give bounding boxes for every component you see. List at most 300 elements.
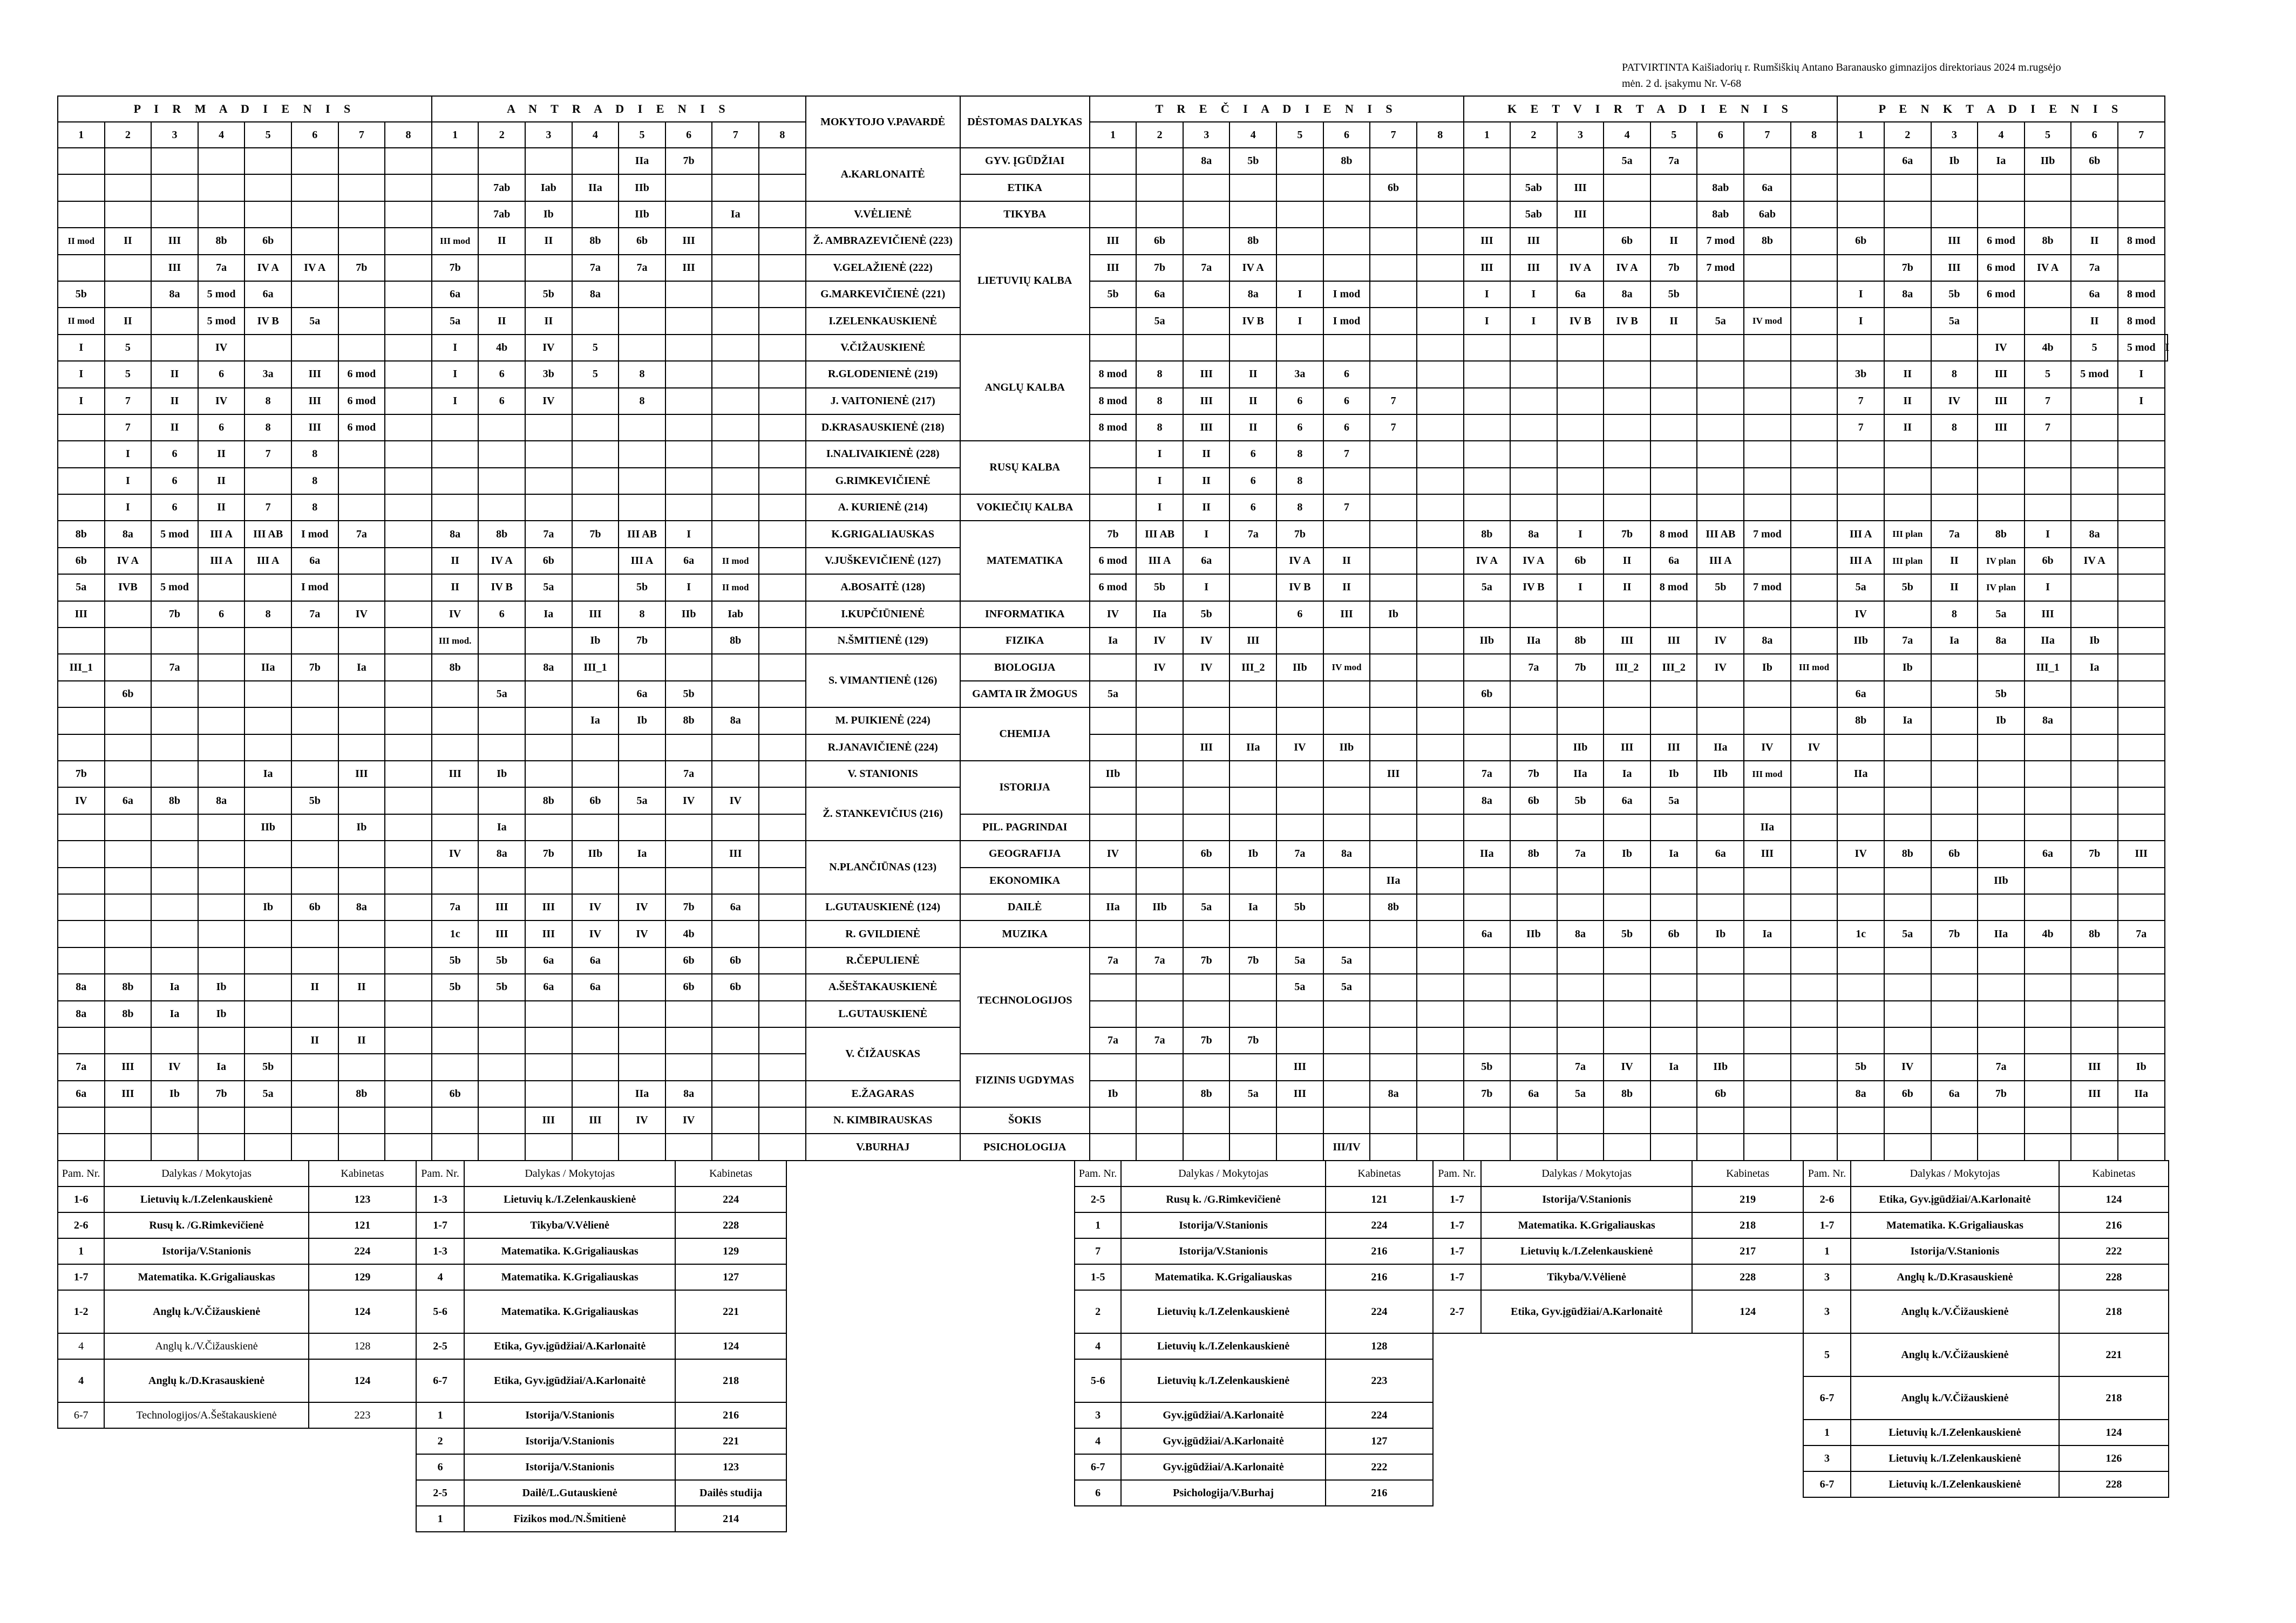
- teacher-name: M. PUIKIENĖ (224): [806, 707, 960, 734]
- lesson-cell: 8: [244, 388, 291, 414]
- lesson-cell: [1370, 308, 1417, 334]
- lesson-cell: [2118, 868, 2165, 894]
- lesson-cell: [2071, 494, 2118, 521]
- lesson-cell: [1791, 361, 1838, 387]
- lesson-cell: [665, 361, 712, 387]
- lesson-cell: [385, 494, 432, 521]
- lesson-cell: [1510, 148, 1557, 174]
- lesson-cell: [1744, 1134, 1791, 1160]
- lesson-cell: [1229, 335, 1276, 361]
- lesson-cell: 5a: [1604, 148, 1650, 174]
- lesson-cell: [1229, 681, 1276, 707]
- period-number: 6: [1323, 122, 1370, 148]
- lesson-cell: [1791, 1054, 1838, 1080]
- lesson-cell: Ib: [1744, 654, 1791, 680]
- lesson-cell: [478, 734, 525, 761]
- lesson-cell: [338, 841, 385, 867]
- lesson-cell: 5a: [1464, 574, 1511, 601]
- lesson-cell: 6a: [525, 974, 572, 1000]
- lesson-cell: [244, 628, 291, 654]
- lesson-cell: 5a: [1931, 308, 1978, 334]
- period-number: 5: [1276, 122, 1323, 148]
- lesson-cell: [619, 1027, 665, 1054]
- lesson-cell: [2118, 814, 2165, 841]
- lesson-cell: III: [1978, 388, 2025, 414]
- lesson-cell: 8 mod: [1650, 521, 1697, 547]
- subject-name: PSICHOLOGIJA: [960, 1134, 1090, 1160]
- lesson-cell: [1884, 468, 1931, 494]
- lesson-cell: [1229, 1134, 1276, 1160]
- legend-room: 221: [675, 1290, 786, 1333]
- legend-subject: Rusų k. /G.Rimkevičienė: [1121, 1186, 1325, 1212]
- legend-room-header: Kabinetas: [1692, 1161, 1803, 1186]
- lesson-cell: [478, 1134, 525, 1160]
- legend-subject: Matematika. K.Grigaliauskas: [104, 1264, 308, 1290]
- lesson-cell: II mod: [712, 548, 759, 574]
- lesson-cell: 6: [1323, 388, 1370, 414]
- lesson-cell: [1744, 548, 1791, 574]
- lesson-cell: 7a: [1183, 255, 1230, 281]
- legend-row: [1803, 1290, 2169, 1333]
- lesson-cell: [2118, 654, 2165, 680]
- lesson-cell: [759, 335, 806, 361]
- lesson-cell: [198, 1107, 245, 1134]
- lesson-cell: 6a: [291, 548, 338, 574]
- lesson-cell: [1604, 414, 1650, 441]
- lesson-cell: [1604, 388, 1650, 414]
- legend-subject: Etika, Gyv.įgūdžiai/A.Karlonaitė: [1481, 1290, 1692, 1333]
- lesson-cell: [58, 707, 105, 734]
- lesson-cell: [338, 787, 385, 814]
- lesson-cell: Ib: [1697, 920, 1744, 947]
- period-number: 2: [105, 122, 152, 148]
- lesson-cell: I: [1276, 281, 1323, 308]
- lesson-cell: IV: [432, 841, 479, 867]
- lesson-cell: [1557, 361, 1604, 387]
- legend-room: 124: [675, 1333, 786, 1359]
- lesson-cell: [525, 761, 572, 787]
- lesson-cell: [1744, 1054, 1791, 1080]
- lesson-cell: [1090, 1001, 1137, 1027]
- lesson-cell: IV: [1604, 1054, 1650, 1080]
- legend-row: [58, 1238, 416, 1264]
- lesson-cell: 8a: [1978, 628, 2025, 654]
- lesson-cell: 7b: [1183, 947, 1230, 974]
- lesson-cell: [291, 814, 338, 841]
- lesson-cell: 7b: [1183, 1027, 1230, 1054]
- lesson-cell: [1323, 628, 1370, 654]
- lesson-cell: [1510, 974, 1557, 1000]
- lesson-cell: 5 mod: [151, 521, 198, 547]
- legend-nr: 6-7: [1075, 1454, 1121, 1480]
- lesson-cell: IV: [619, 894, 665, 920]
- lesson-cell: [1931, 1027, 1978, 1054]
- lesson-cell: [1744, 974, 1791, 1000]
- lesson-cell: III mod: [432, 228, 479, 254]
- lesson-cell: 8b: [1323, 148, 1370, 174]
- lesson-cell: [1136, 761, 1183, 787]
- lesson-cell: [619, 441, 665, 467]
- period-number: 6: [291, 122, 338, 148]
- lesson-cell: 7b: [1978, 1081, 2025, 1107]
- lesson-cell: [712, 734, 759, 761]
- lesson-cell: Ia: [1884, 707, 1931, 734]
- lesson-cell: [1884, 974, 1931, 1000]
- teacher-name: Ž. STANKEVIČIUS (216): [806, 787, 960, 841]
- legend-row: [1075, 1290, 1433, 1333]
- lesson-cell: [572, 761, 619, 787]
- lesson-cell: [2071, 947, 2118, 974]
- lesson-cell: [2071, 388, 2118, 414]
- lesson-cell: [1650, 414, 1697, 441]
- legend-nr: 5-6: [416, 1290, 464, 1333]
- lesson-cell: 5b: [1650, 281, 1697, 308]
- lesson-cell: III: [1650, 734, 1697, 761]
- lesson-cell: [1090, 920, 1137, 947]
- lesson-cell: [291, 947, 338, 974]
- lesson-cell: 8a: [432, 521, 479, 547]
- lesson-cell: 3b: [1837, 361, 1884, 387]
- period-number: 7: [712, 122, 759, 148]
- lesson-cell: 5 mod: [198, 281, 245, 308]
- legend-row: [1433, 1238, 1803, 1264]
- schedule-row: [58, 787, 2168, 814]
- lesson-cell: [151, 308, 198, 334]
- lesson-cell: [1884, 308, 1931, 334]
- legend-nr: 1-7: [1433, 1238, 1481, 1264]
- lesson-cell: [1697, 388, 1744, 414]
- lesson-cell: [1837, 335, 1884, 361]
- lesson-cell: 8a: [478, 841, 525, 867]
- lesson-cell: [1837, 1001, 1884, 1027]
- lesson-cell: [1276, 1134, 1323, 1160]
- legend-room: 228: [2059, 1264, 2169, 1290]
- legend-subject: Lietuvių k./I.Zelenkauskienė: [464, 1186, 675, 1212]
- lesson-cell: [1744, 148, 1791, 174]
- lesson-cell: 5b: [1276, 894, 1323, 920]
- legend-room: 124: [2059, 1186, 2169, 1212]
- lesson-cell: [1791, 335, 1838, 361]
- teacher-name: A.BOSAITĖ (128): [806, 574, 960, 601]
- lesson-cell: [1604, 335, 1650, 361]
- period-number: 7: [338, 122, 385, 148]
- lesson-cell: III plan: [1884, 548, 1931, 574]
- lesson-cell: [244, 787, 291, 814]
- legend-subject: Fizikos mod./N.Šmitienė: [464, 1506, 675, 1532]
- lesson-cell: IIa: [1090, 894, 1137, 920]
- lesson-cell: [1931, 734, 1978, 761]
- lesson-cell: [1931, 681, 1978, 707]
- lesson-cell: I: [2025, 521, 2071, 547]
- period-header-row: [58, 122, 2168, 148]
- teacher-name: A.KARLONAITĖ: [806, 148, 960, 201]
- lesson-cell: 7a: [572, 255, 619, 281]
- lesson-cell: [1697, 947, 1744, 974]
- lesson-cell: [151, 868, 198, 894]
- lesson-cell: [759, 601, 806, 628]
- teacher-name: A. KURIENĖ (214): [806, 494, 960, 521]
- lesson-cell: [1323, 1107, 1370, 1134]
- lesson-cell: [1417, 494, 1464, 521]
- lesson-cell: 6: [1276, 601, 1323, 628]
- lesson-cell: [244, 201, 291, 228]
- lesson-cell: [1978, 1027, 2025, 1054]
- lesson-cell: [338, 308, 385, 334]
- lesson-cell: [478, 1001, 525, 1027]
- lesson-cell: [1510, 468, 1557, 494]
- lesson-cell: [198, 148, 245, 174]
- legend-row: [416, 1480, 786, 1506]
- legend-nr: 3: [1803, 1290, 1851, 1333]
- legend-row: [1075, 1212, 1433, 1238]
- lesson-cell: [665, 441, 712, 467]
- lesson-cell: [1604, 681, 1650, 707]
- lesson-cell: [1557, 228, 1604, 254]
- schedule-row: [58, 281, 2168, 308]
- lesson-cell: [2118, 947, 2165, 974]
- lesson-cell: [665, 281, 712, 308]
- lesson-cell: [105, 148, 152, 174]
- lesson-cell: 7a: [1557, 841, 1604, 867]
- lesson-cell: [1136, 974, 1183, 1000]
- lesson-cell: [1323, 1081, 1370, 1107]
- lesson-cell: Ia: [2071, 654, 2118, 680]
- lesson-cell: [1370, 494, 1417, 521]
- lesson-cell: [478, 441, 525, 467]
- lesson-cell: [1510, 414, 1557, 441]
- lesson-cell: 6a: [712, 894, 759, 920]
- lesson-cell: 8: [1136, 361, 1183, 387]
- lesson-cell: IV: [572, 920, 619, 947]
- lesson-cell: [759, 920, 806, 947]
- lesson-cell: [1276, 814, 1323, 841]
- lesson-cell: [2025, 947, 2071, 974]
- lesson-cell: [338, 707, 385, 734]
- lesson-cell: 8 mod: [1090, 388, 1137, 414]
- lesson-cell: 7a: [1978, 1054, 2025, 1080]
- lesson-cell: [432, 414, 479, 441]
- lesson-cell: [525, 468, 572, 494]
- lesson-cell: [1183, 308, 1230, 334]
- lesson-cell: 6a: [1464, 920, 1511, 947]
- subject-name: GAMTA IR ŽMOGUS: [960, 681, 1090, 707]
- lesson-cell: III: [1978, 414, 2025, 441]
- lesson-cell: IIb: [1978, 868, 2025, 894]
- lesson-cell: IV A: [478, 548, 525, 574]
- lesson-cell: 7a: [58, 1054, 105, 1080]
- lesson-cell: [1464, 414, 1511, 441]
- lesson-cell: [338, 1134, 385, 1160]
- lesson-cell: 5 mod: [2071, 361, 2118, 387]
- period-number: 5: [1650, 122, 1697, 148]
- lesson-cell: 7 mod: [1697, 228, 1744, 254]
- lesson-cell: [1837, 787, 1884, 814]
- lesson-cell: [2071, 974, 2118, 1000]
- lesson-cell: [1370, 441, 1417, 467]
- lesson-cell: [1791, 148, 1838, 174]
- lesson-cell: [1884, 1134, 1931, 1160]
- lesson-cell: [665, 1001, 712, 1027]
- legend-room: 221: [2059, 1333, 2169, 1376]
- lesson-cell: [619, 1054, 665, 1080]
- lesson-cell: [1183, 868, 1230, 894]
- lesson-cell: [1370, 787, 1417, 814]
- lesson-cell: [432, 201, 479, 228]
- lesson-cell: [1276, 174, 1323, 201]
- lesson-cell: 6 mod: [1978, 228, 2025, 254]
- lesson-cell: [1323, 335, 1370, 361]
- lesson-cell: 5: [2071, 335, 2118, 361]
- lesson-cell: [105, 734, 152, 761]
- lesson-cell: [385, 574, 432, 601]
- lesson-cell: [338, 174, 385, 201]
- lesson-cell: [1464, 388, 1511, 414]
- lesson-cell: [1417, 1027, 1464, 1054]
- lesson-cell: [1744, 681, 1791, 707]
- legend-header-row: [58, 1161, 416, 1186]
- lesson-cell: 7a: [1464, 761, 1511, 787]
- lesson-cell: [1744, 868, 1791, 894]
- lesson-cell: [1978, 814, 2025, 841]
- lesson-cell: 5b: [1090, 281, 1137, 308]
- lesson-cell: 8a: [1370, 1081, 1417, 1107]
- lesson-cell: [1276, 1027, 1323, 1054]
- lesson-cell: [1697, 814, 1744, 841]
- lesson-cell: [1090, 1107, 1137, 1134]
- lesson-cell: II: [198, 441, 245, 467]
- lesson-cell: [619, 335, 665, 361]
- lesson-cell: 8b: [338, 1081, 385, 1107]
- lesson-cell: [1557, 414, 1604, 441]
- lesson-cell: IIb: [1276, 654, 1323, 680]
- lesson-cell: I: [1136, 441, 1183, 467]
- lesson-cell: [759, 1001, 806, 1027]
- lesson-cell: [572, 1001, 619, 1027]
- period-number: 1: [1090, 122, 1137, 148]
- lesson-cell: [1884, 228, 1931, 254]
- lesson-cell: 6b: [2025, 548, 2071, 574]
- lesson-cell: [759, 814, 806, 841]
- legend-row: [1075, 1264, 1433, 1290]
- teacher-name: V.BURHAJ: [806, 1134, 960, 1160]
- period-number: 3: [151, 122, 198, 148]
- lesson-cell: 5a: [244, 1081, 291, 1107]
- lesson-cell: [198, 894, 245, 920]
- lesson-cell: [1417, 255, 1464, 281]
- lesson-cell: [1837, 255, 1884, 281]
- lesson-cell: I: [1464, 281, 1511, 308]
- lesson-cell: [2071, 894, 2118, 920]
- legend-subject: Istorija/V.Stanionis: [464, 1454, 675, 1480]
- lesson-cell: [665, 841, 712, 867]
- lesson-cell: [1697, 414, 1744, 441]
- lesson-cell: [1090, 787, 1137, 814]
- teacher-name: J. VAITONIENĖ (217): [806, 388, 960, 414]
- lesson-cell: [244, 974, 291, 1000]
- lesson-cell: 8a: [1183, 148, 1230, 174]
- lesson-cell: [1604, 814, 1650, 841]
- legend-wed: [1074, 1160, 1434, 1506]
- lesson-cell: [2118, 174, 2165, 201]
- lesson-cell: [1697, 894, 1744, 920]
- lesson-cell: II: [478, 228, 525, 254]
- teacher-name: V. STANIONIS: [806, 761, 960, 787]
- lesson-cell: [1276, 1001, 1323, 1027]
- lesson-cell: I: [1183, 521, 1230, 547]
- lesson-cell: [1417, 548, 1464, 574]
- lesson-cell: [1510, 894, 1557, 920]
- lesson-cell: [291, 628, 338, 654]
- lesson-cell: 6: [198, 601, 245, 628]
- legend-header-row: [1803, 1161, 2169, 1186]
- lesson-cell: [759, 681, 806, 707]
- lesson-cell: [432, 1001, 479, 1027]
- lesson-cell: [338, 468, 385, 494]
- legend-row: [416, 1238, 786, 1264]
- lesson-cell: 7ab: [478, 201, 525, 228]
- lesson-cell: [1417, 361, 1464, 387]
- lesson-cell: 7: [244, 441, 291, 467]
- lesson-cell: [759, 148, 806, 174]
- lesson-cell: [244, 1134, 291, 1160]
- lesson-cell: II: [1229, 388, 1276, 414]
- lesson-cell: [2118, 468, 2165, 494]
- lesson-cell: IV plan: [1978, 548, 2025, 574]
- schedule-row: [58, 574, 2168, 601]
- lesson-cell: [1370, 920, 1417, 947]
- lesson-cell: [1931, 174, 1978, 201]
- schedule-row: [58, 228, 2168, 254]
- lesson-cell: IV A: [2025, 255, 2071, 281]
- lesson-cell: 7b: [58, 761, 105, 787]
- lesson-cell: 5a: [432, 308, 479, 334]
- lesson-cell: 6 mod: [338, 414, 385, 441]
- lesson-cell: [244, 1001, 291, 1027]
- lesson-cell: II: [1884, 361, 1931, 387]
- lesson-cell: IV: [1837, 601, 1884, 628]
- lesson-cell: [572, 441, 619, 467]
- lesson-cell: [759, 1081, 806, 1107]
- lesson-cell: 8b: [1464, 521, 1511, 547]
- lesson-cell: [1884, 441, 1931, 467]
- lesson-cell: [1650, 441, 1697, 467]
- legend-room: 224: [309, 1238, 416, 1264]
- legend-nr: 1: [1803, 1238, 1851, 1264]
- lesson-cell: [1650, 361, 1697, 387]
- lesson-cell: III: [525, 894, 572, 920]
- lesson-cell: I: [1557, 521, 1604, 547]
- lesson-cell: 6: [478, 601, 525, 628]
- lesson-cell: [1510, 707, 1557, 734]
- lesson-cell: [1417, 894, 1464, 920]
- lesson-cell: [759, 734, 806, 761]
- teacher-name: I.NALIVAIKIENĖ (228): [806, 441, 960, 467]
- lesson-cell: IV B: [1557, 308, 1604, 334]
- schedule-row: [58, 255, 2168, 281]
- legend-nr: 1-7: [1803, 1212, 1851, 1238]
- lesson-cell: [1090, 707, 1137, 734]
- lesson-cell: 7: [1323, 441, 1370, 467]
- lesson-cell: 6b: [712, 947, 759, 974]
- lesson-cell: [1884, 947, 1931, 974]
- legend-subject: Lietuvių k./I.Zelenkauskienė: [1481, 1238, 1692, 1264]
- lesson-cell: [1744, 894, 1791, 920]
- lesson-cell: [1464, 707, 1511, 734]
- lesson-cell: [1791, 601, 1838, 628]
- lesson-cell: [1650, 814, 1697, 841]
- lesson-cell: [1090, 868, 1137, 894]
- lesson-cell: [1323, 468, 1370, 494]
